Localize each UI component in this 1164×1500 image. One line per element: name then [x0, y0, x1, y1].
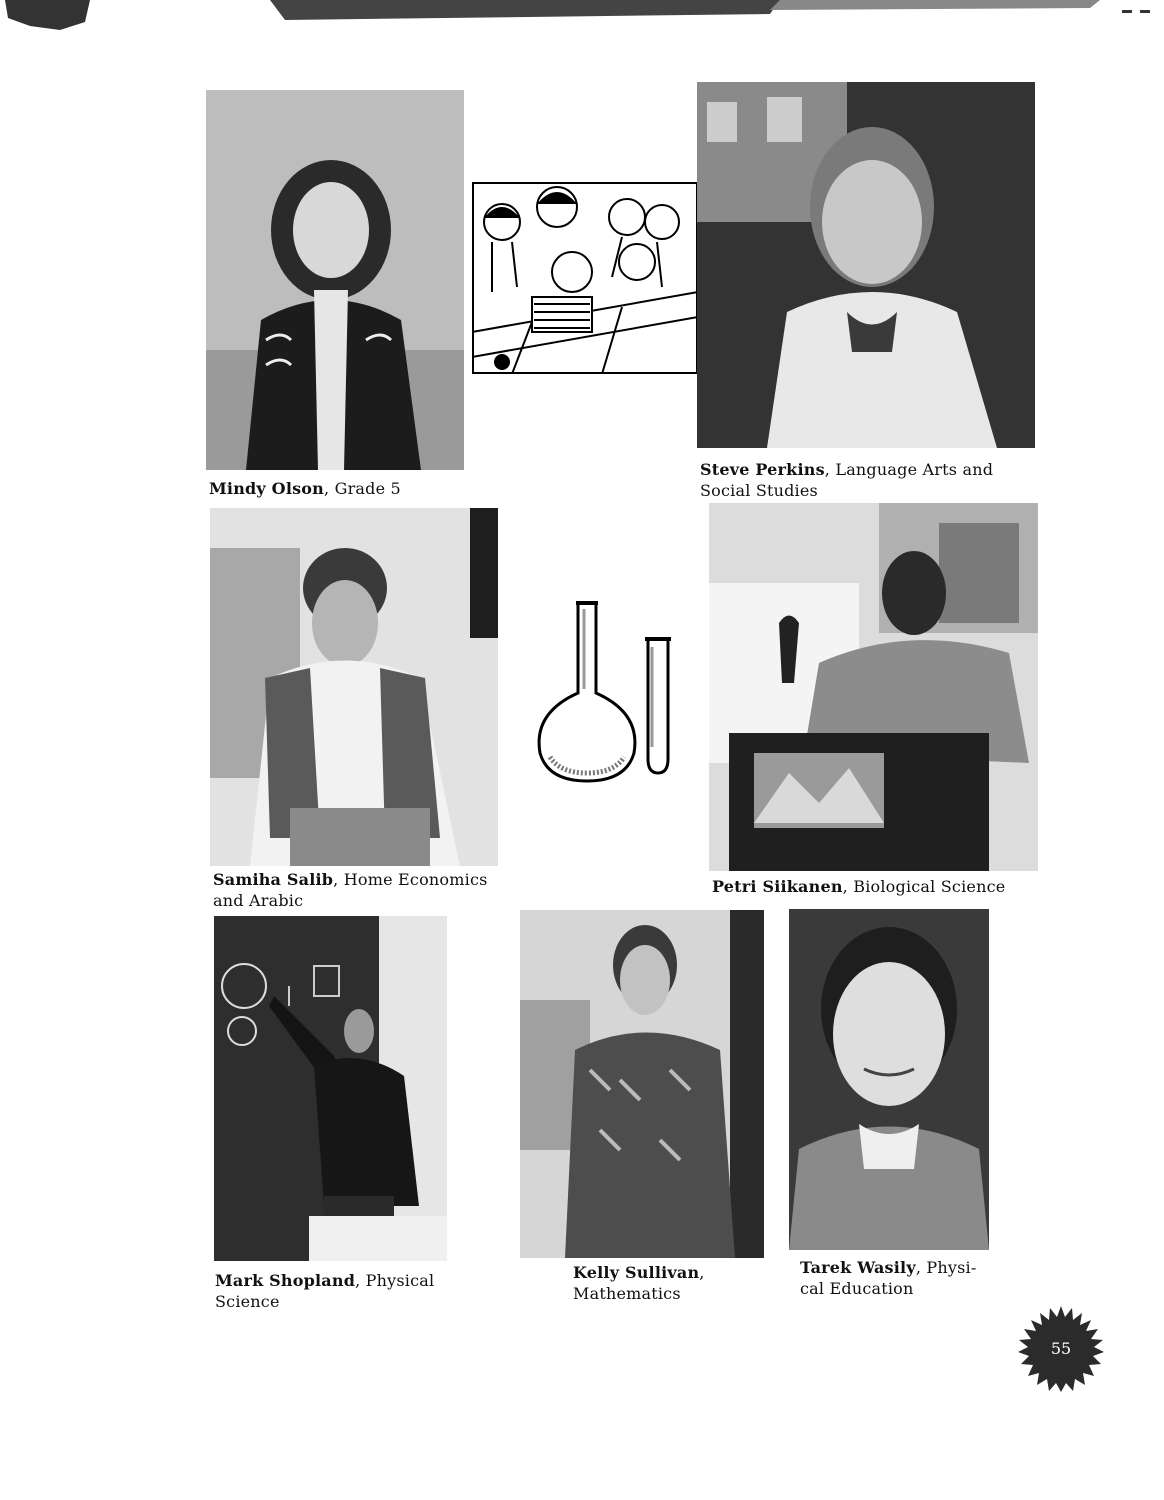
staff-name: Samiha Salib — [213, 870, 334, 889]
staff-name: Mindy Olson — [209, 479, 325, 498]
staff-role-cont: Science — [215, 1292, 280, 1311]
scan-edge-decoration — [0, 0, 1164, 40]
caption-tarek-wasily — [800, 1257, 1000, 1299]
caption-petri-siikanen — [712, 876, 1032, 897]
staff-name: Mark Shopland — [215, 1271, 356, 1290]
photo-tarek-wasily — [789, 909, 989, 1250]
staff-role: , — [699, 1263, 705, 1282]
photo-mindy-olson — [206, 90, 464, 470]
caption-steve-perkins — [700, 459, 1040, 501]
photo-samiha-salib — [210, 508, 498, 866]
staff-role-cont: cal Education — [800, 1279, 914, 1298]
staff-name: Steve Perkins — [700, 460, 825, 479]
page-number-badge — [1018, 1306, 1104, 1392]
staff-role: , Physi- — [915, 1258, 977, 1277]
staff-role-cont: Mathematics — [573, 1284, 681, 1303]
classroom-children-clipart — [472, 182, 698, 374]
caption-kelly-sullivan — [573, 1262, 773, 1304]
staff-name: Kelly Sullivan — [573, 1263, 700, 1282]
staff-name: Tarek Wasily — [800, 1258, 916, 1277]
staff-name: Petri Siikanen — [712, 877, 843, 896]
photo-kelly-sullivan — [520, 910, 764, 1258]
page-number: 55 — [1050, 1339, 1072, 1358]
staff-role: , Language Arts and — [824, 460, 994, 479]
staff-role-cont: Social Studies — [700, 481, 818, 500]
photo-mark-shopland — [214, 916, 447, 1261]
staff-role: , Home Economics — [333, 870, 488, 889]
staff-role: , Biological Science — [842, 877, 1006, 896]
caption-mark-shopland — [215, 1270, 475, 1312]
staff-role: , Grade 5 — [324, 479, 401, 498]
lab-flask-test-tube-clipart — [528, 597, 694, 783]
caption-mindy-olson — [209, 478, 469, 499]
staff-role: , Physical — [355, 1271, 435, 1290]
photo-steve-perkins — [697, 82, 1035, 448]
caption-samiha-salib — [213, 869, 513, 911]
staff-role-cont: and Arabic — [213, 891, 304, 910]
photo-petri-siikanen — [709, 503, 1038, 871]
